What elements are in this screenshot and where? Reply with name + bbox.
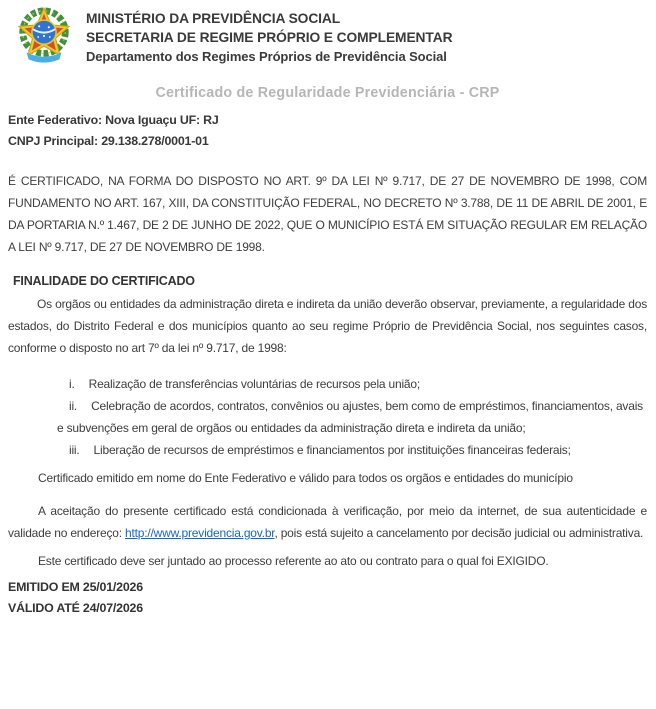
finalidade-intro: Os orgãos ou entidades da administração direta e indireta da união deverão observar, previamente, a regularidade dos estados, do Distrito Federal e dos municípios quanto ao seu regime Próprio de Previdência Social, nos seguintes casos, conforme o disposto no art 7º da lei nº 9.717, de 1998: bbox=[8, 297, 647, 355]
emitted-date-line: EMITIDO EM 25/01/2026 bbox=[8, 580, 143, 594]
finalidade-item bbox=[57, 373, 645, 395]
attachment-note: Este certificado deve ser juntado ao processo referente ao ato ou contrato para o qual foi EXIGIDO. bbox=[38, 554, 549, 568]
scope-paragraph: Certificado emitido em nome do Ente Federativo e válido para todos os orgãos e entidades do município bbox=[38, 471, 573, 485]
footer-dates bbox=[8, 577, 647, 619]
department-name: Departamento dos Regimes Próprios de Previdência Social bbox=[86, 49, 447, 64]
list-marker: ii. bbox=[69, 399, 78, 413]
finalidade-item bbox=[57, 395, 645, 439]
finalidade-heading: FINALIDADE DO CERTIFICADO bbox=[13, 274, 195, 288]
valid-until-line: VÁLIDO ATÉ 24/07/2026 bbox=[8, 601, 143, 615]
secretariat-name: SECRETARIA DE REGIME PRÓPRIO E COMPLEMENTAR bbox=[86, 30, 453, 45]
acceptance-text-before: A aceitação do presente certificado está condicionada à verificação, por meio da internet, de sua autenticidade e validade no endereço: bbox=[8, 504, 647, 540]
cnpj-line: CNPJ Principal: 29.138.278/0001-01 bbox=[8, 134, 209, 148]
finalidade-list bbox=[57, 373, 645, 461]
acceptance-paragraph bbox=[8, 500, 647, 544]
previdencia-link[interactable]: http://www.previdencia.gov.br bbox=[125, 526, 275, 540]
document-header bbox=[8, 7, 647, 66]
list-item-text: Realização de transferências voluntárias de recursos pela união; bbox=[88, 377, 421, 391]
list-item-text: Celebração de acordos, contratos, convênios ou ajustes, bem como de empréstimos, financiamentos, avais e subvenções em geral de orgãos ou entidades da administração direta e indireta da união; bbox=[57, 399, 643, 435]
acceptance-text-after: , pois está sujeito a cancelamento por decisão judicial ou administrativa. bbox=[274, 526, 644, 540]
brazil-coat-of-arms-icon bbox=[13, 7, 75, 65]
ente-federativo-line: Ente Federativo: Nova Iguaçu UF: RJ bbox=[8, 113, 219, 127]
certification-statement: É CERTIFICADO, NA FORMA DO DISPOSTO NO ART. 9º DA LEI Nº 9.717, DE 27 DE NOVEMBRO DE 1998, COM FUNDAMENTO NO ART. 167, XIII, DA CONSTITUIÇÃO FEDERAL, NO DECRETO Nº 3.788, DE 11 DE ABRIL DE 2001, E DA PORTARIA N.º 1.467, DE 2 DE JUNHO DE 2022, QUE O MUNICÍPIO ESTÁ EM SITUAÇÃO REGULAR EM RELAÇÃO A LEI Nº 9.717, DE 27 DE NOVEMBRO DE 1998. bbox=[8, 174, 647, 254]
list-marker: iii. bbox=[69, 443, 80, 457]
identification-block bbox=[8, 110, 647, 152]
list-item-text: Liberação de recursos de empréstimos e financiamentos por instituições financeiras federais; bbox=[93, 443, 571, 457]
document-title: Certificado de Regularidade Previdenciária - CRP bbox=[155, 85, 500, 101]
list-marker: i. bbox=[69, 377, 75, 391]
ministry-name: MINISTÉRIO DA PREVIDÊNCIA SOCIAL bbox=[86, 11, 341, 26]
finalidade-item bbox=[57, 439, 645, 461]
header-org-block bbox=[86, 7, 452, 66]
